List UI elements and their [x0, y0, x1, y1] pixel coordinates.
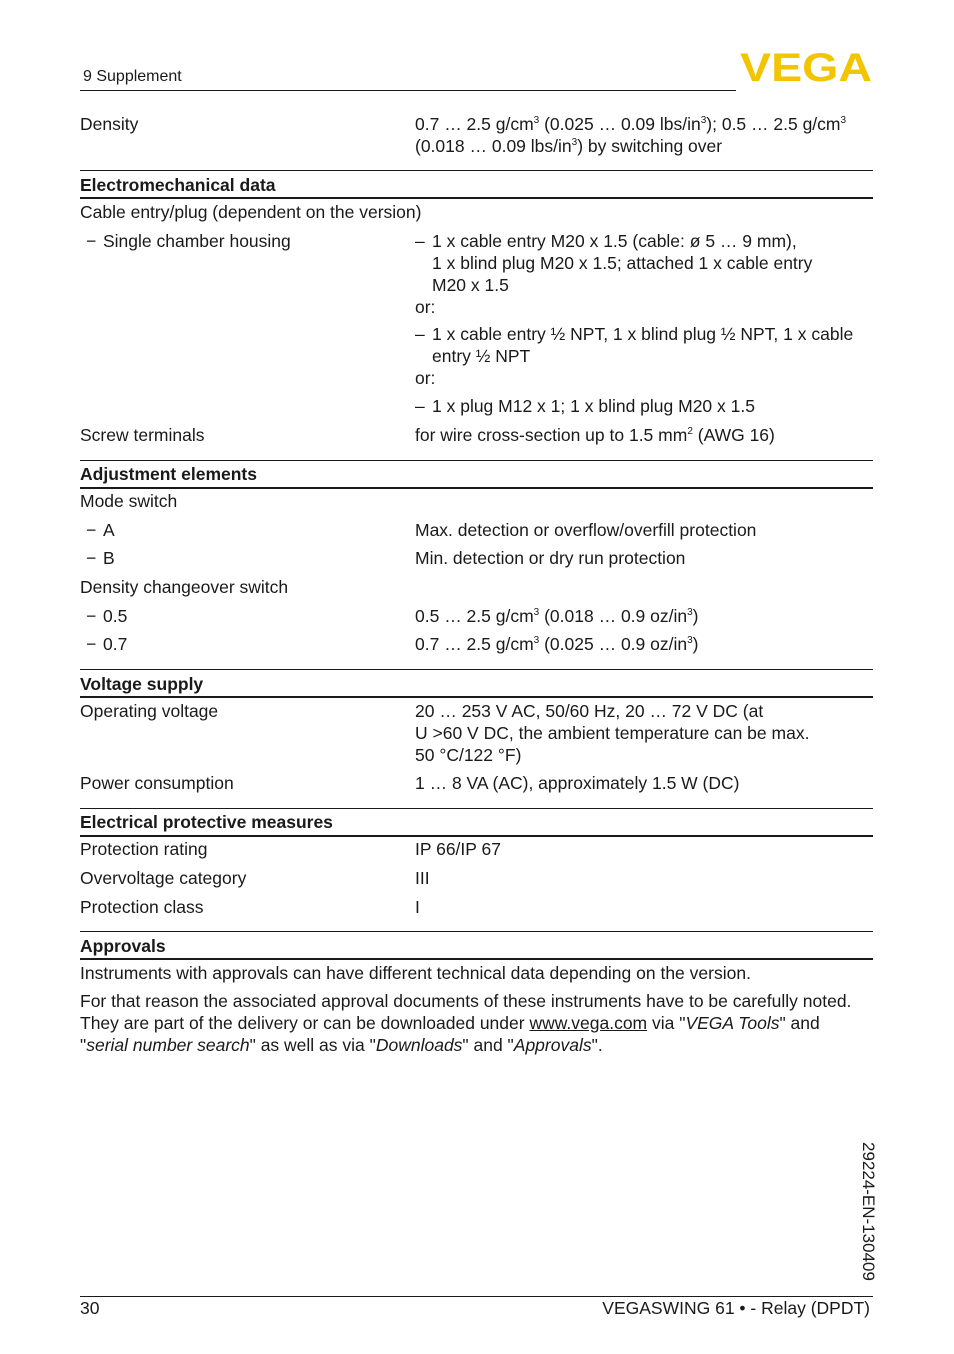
section-top-rule — [80, 931, 873, 932]
approvals-paragraph-2: For that reason the associated approval documents of these instruments have to be carefully noted. They are part of the delivery or can be downloaded under www.vega.com via "VEGA Tools" and "serial number search" as well as via "Downloads" and "Approvals". — [80, 991, 852, 1055]
section-title-electromechanical: Electromechanical data — [80, 175, 276, 195]
vega-logo — [740, 50, 872, 84]
mode-b-label: − B — [86, 548, 115, 568]
protection-rating-value: IP 66/IP 67 — [415, 839, 501, 859]
mode-b-value: Min. detection or dry run protection — [415, 548, 686, 568]
document-id: 29224-EN-130409 — [859, 1142, 878, 1281]
density-05-value: 0.5 … 2.5 $g/cm^3$ (0.018 … 0.9 $oz/in^3$) — [415, 606, 699, 626]
cable-option-1: – 1 x cable entry M20 x 1.5 (cable: ø 5 … 9 mm), 1 x blind plug M20 x 1.5; attached 1 x cable entry M20 x 1.5 — [415, 231, 813, 295]
single-chamber-label: − Single chamber housing — [86, 231, 291, 251]
header-divider — [80, 90, 736, 91]
section-title-voltage: Voltage supply — [80, 674, 204, 694]
operating-voltage-value: 20 … 253 V AC, 50/60 Hz, 20 … 72 V DC (at U >60 V DC, the ambient temperature can be max. 50 °C/122 °F) — [415, 701, 810, 765]
page-number: 30 — [80, 1298, 100, 1318]
density-value: 0.7 … 2.5 $g/cm^3$ (0.025 … 0.09 lbs/$in^3$); 0.5 … 2.5 $g/cm^3$ (0.018 … 0.09 lbs/$in^3$) by switching over — [415, 114, 847, 156]
density-label: Density — [80, 114, 139, 134]
section-top-rule — [80, 808, 873, 809]
or-text: or: — [415, 297, 436, 317]
density-switch-label: Density changeover switch — [80, 577, 289, 597]
cable-entry-label: Cable entry/plug (dependent on the version) — [80, 202, 422, 222]
operating-voltage-label: Operating voltage — [80, 701, 219, 721]
section-bottom-rule — [80, 958, 873, 960]
protection-rating-label: Protection rating — [80, 839, 208, 859]
mode-a-value: Max. detection or overflow/overfill protection — [415, 520, 757, 540]
protection-class-label: Protection class — [80, 897, 204, 917]
section-title-approvals: Approvals — [80, 936, 166, 956]
overvoltage-category-label: Overvoltage category — [80, 868, 247, 888]
mode-switch-label: Mode switch — [80, 491, 178, 511]
mode-a-label: − A — [86, 520, 115, 540]
section-top-rule — [80, 669, 873, 670]
protection-class-value: I — [415, 897, 420, 917]
section-top-rule — [80, 170, 873, 171]
or-text: or: — [415, 368, 436, 388]
section-bottom-rule — [80, 197, 873, 199]
power-consumption-value: 1 … 8 VA (AC), approximately 1.5 W (DC) — [415, 773, 740, 793]
section-top-rule — [80, 460, 873, 461]
approvals-paragraph-1: Instruments with approvals can have different technical data depending on the version. — [80, 963, 751, 983]
power-consumption-label: Power consumption — [80, 773, 234, 793]
section-bottom-rule — [80, 835, 873, 837]
vega-website-link[interactable]: www.vega.com — [529, 1013, 648, 1033]
overvoltage-category-value: III — [415, 868, 430, 888]
svg-text:VEGA: VEGA — [740, 50, 872, 84]
density-07-value: 0.7 … 2.5 $g/cm^3$ (0.025 … 0.9 $oz/in^3$) — [415, 634, 699, 654]
section-header: 9 Supplement — [83, 68, 182, 85]
product-name: VEGASWING 61 • - Relay (DPDT) — [602, 1298, 870, 1318]
screw-terminals-value: for wire cross-section up to 1.5 $mm^2$ (AWG 16) — [415, 425, 775, 445]
cable-option-2: – 1 x cable entry ½ NPT, 1 x blind plug ½ NPT, 1 x cable entry ½ NPT — [415, 324, 854, 366]
section-bottom-rule — [80, 696, 873, 698]
cable-option-3: – 1 x plug M12 x 1; 1 x blind plug M20 x 1.5 — [415, 396, 755, 416]
density-07-label: − 0.7 — [86, 634, 128, 654]
section-bottom-rule — [80, 487, 873, 489]
screw-terminals-label: Screw terminals — [80, 425, 205, 445]
footer-divider — [80, 1296, 873, 1297]
section-title-protective: Electrical protective measures — [80, 812, 333, 832]
density-05-label: − 0.5 — [86, 606, 128, 626]
section-title-adjustment: Adjustment elements — [80, 464, 257, 484]
